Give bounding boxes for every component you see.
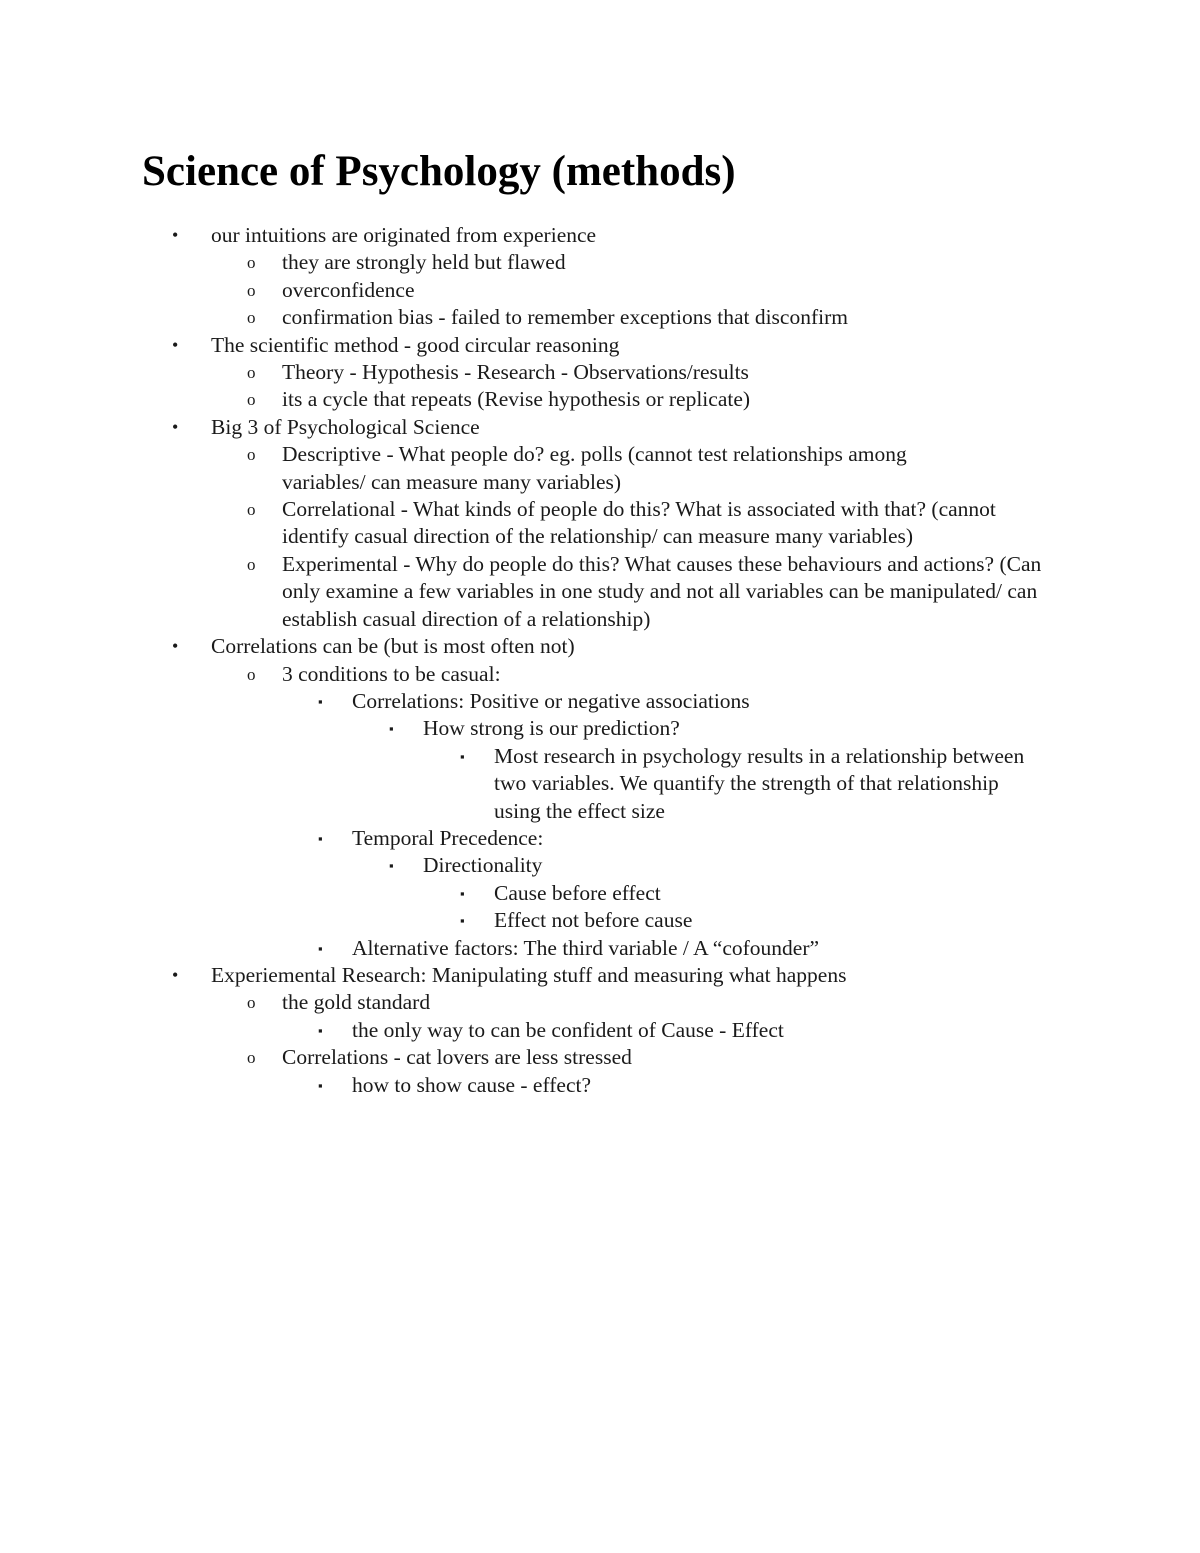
bullet-circle-icon: o <box>247 993 256 1013</box>
bullet-square-icon: ▪ <box>460 913 465 929</box>
list-item-text: Correlations: Positive or negative associations <box>352 688 750 713</box>
list-item-text: Effect not before cause <box>494 908 693 933</box>
bullet-circle-icon: o <box>247 363 256 383</box>
list-item-text: Experiemental Research: Manipulating stuff and measuring what happens <box>211 962 847 987</box>
list-item-text: Most research in psychology results in a relationship between two variables. We quantify the strength of that relationship using the effect size <box>494 743 1025 823</box>
bullet-circle-icon: o <box>247 280 256 300</box>
list-item <box>0 277 1200 304</box>
list-item <box>0 825 1200 852</box>
list-item-text: Big 3 of Psychological Science <box>211 414 480 439</box>
bullet-square-icon: ▪ <box>389 721 394 737</box>
bullet-disc-icon: • <box>172 636 179 657</box>
list-item <box>0 715 1200 742</box>
bullet-square-icon: ▪ <box>318 693 323 709</box>
list-item-text: Experimental - Why do people do this? What causes these behaviours and actions? (Can only examine a few variables in one study and not all variables can be manipulated/ can establish casual direction of a relationship) <box>282 551 1042 631</box>
list-item-text: Cause before effect <box>494 880 661 905</box>
list-item <box>0 249 1200 276</box>
list-item-text: Temporal Precedence: <box>352 825 544 850</box>
bullet-square-icon: ▪ <box>318 1022 323 1038</box>
list-item <box>0 386 1200 413</box>
bullet-circle-icon: o <box>247 1048 256 1068</box>
bullet-square-icon: ▪ <box>318 830 323 846</box>
bullet-square-icon: ▪ <box>318 940 323 956</box>
bullet-circle-icon: o <box>247 445 256 465</box>
list-item-text: the only way to can be confident of Cause - Effect <box>352 1017 784 1042</box>
list-item-text: Alternative factors: The third variable / A “cofounder” <box>352 935 820 960</box>
list-item <box>0 551 1200 633</box>
list-item-text: how to show cause - effect? <box>352 1072 591 1097</box>
list-item-text: The scientific method - good circular reasoning <box>211 332 620 357</box>
list-item-text: Correlations can be (but is most often not) <box>211 634 575 659</box>
list-item-text: they are strongly held but flawed <box>282 250 566 275</box>
list-item-text: Correlational - What kinds of people do this? What is associated with that? (cannot identify casual direction of the relationship/ can measure many variables) <box>282 497 996 549</box>
list-item-text: overconfidence <box>282 277 415 302</box>
bullet-disc-icon: • <box>172 225 179 245</box>
list-item <box>0 332 1200 359</box>
list-item <box>0 222 1200 249</box>
list-item <box>0 359 1200 386</box>
list-item <box>0 743 1200 825</box>
list-item <box>0 935 1200 962</box>
bullet-disc-icon: • <box>172 416 179 437</box>
list-item-text: How strong is our prediction? <box>423 716 680 741</box>
list-item <box>0 441 1200 496</box>
list-item-text: Correlations - cat lovers are less stressed <box>282 1045 632 1070</box>
list-item <box>0 304 1200 331</box>
list-item <box>0 1017 1200 1044</box>
list-item-text: the gold standard <box>282 990 431 1015</box>
list-item <box>0 1072 1200 1099</box>
list-item <box>0 688 1200 715</box>
list-item <box>0 633 1200 660</box>
bullet-disc-icon: • <box>172 964 179 985</box>
bullet-circle-icon: o <box>247 390 256 410</box>
bullet-circle-icon: o <box>247 554 256 574</box>
list-item-text: Descriptive - What people do? eg. polls (cannot test relationships among variables/ can measure many variables) <box>282 442 907 494</box>
list-item-text: Theory - Hypothesis - Research - Observations/results <box>282 360 749 385</box>
list-item <box>0 989 1200 1016</box>
list-item-text: confirmation bias - failed to remember exceptions that disconfirm <box>282 305 848 330</box>
outline-list <box>0 222 1200 1099</box>
bullet-circle-icon: o <box>247 500 256 520</box>
bullet-circle-icon: o <box>247 253 256 273</box>
list-item-text: 3 conditions to be casual: <box>282 661 501 686</box>
bullet-disc-icon: • <box>172 334 179 355</box>
list-item <box>0 962 1200 989</box>
list-item <box>0 907 1200 934</box>
list-item-text: Directionality <box>423 853 543 878</box>
bullet-square-icon: ▪ <box>460 885 465 901</box>
list-item-text: our intuitions are originated from experience <box>211 223 597 247</box>
list-item <box>0 496 1200 551</box>
list-item <box>0 852 1200 879</box>
list-item <box>0 661 1200 688</box>
list-item-text: its a cycle that repeats (Revise hypothesis or replicate) <box>282 387 751 412</box>
list-item <box>0 414 1200 441</box>
bullet-square-icon: ▪ <box>389 858 394 874</box>
bullet-circle-icon: o <box>247 308 256 328</box>
bullet-square-icon: ▪ <box>318 1077 323 1093</box>
bullet-square-icon: ▪ <box>460 748 465 764</box>
page-title: Science of Psychology (methods) <box>142 148 736 195</box>
list-item <box>0 1044 1200 1071</box>
bullet-circle-icon: o <box>247 664 256 684</box>
list-item <box>0 880 1200 907</box>
